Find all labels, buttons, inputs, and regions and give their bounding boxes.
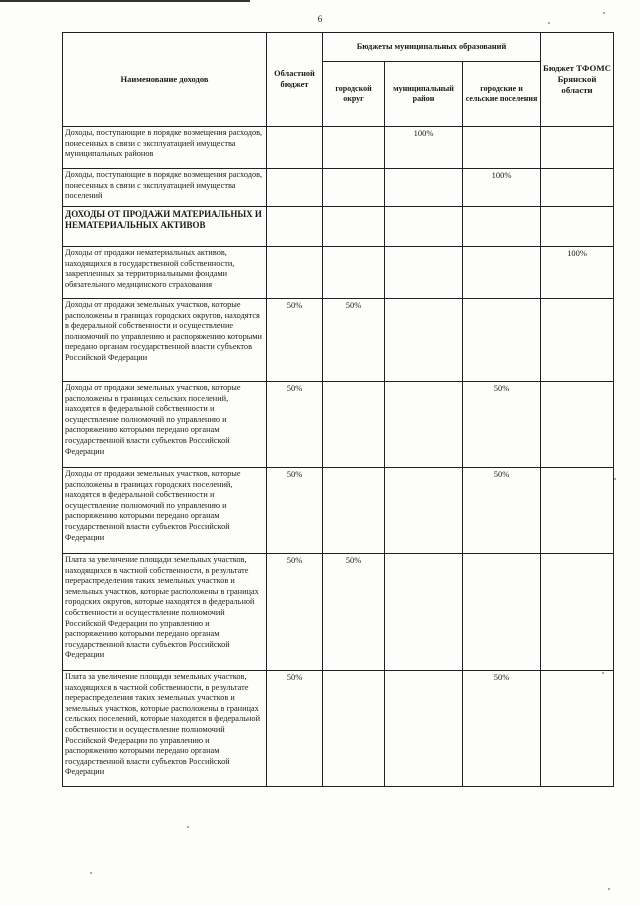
- municipal-district-share-cell: [385, 671, 463, 787]
- revenue-distribution-table: [62, 32, 614, 787]
- municipal-district-share-cell: [385, 169, 463, 207]
- table-body: [63, 127, 614, 787]
- table-row: [63, 247, 614, 299]
- table-row: [63, 554, 614, 671]
- regional-share-cell: 50%: [267, 468, 323, 554]
- income-name-cell: Доходы от продажи нематериальных активов, находящихся в государственной собственности, закрепленных за территориальными фондами обязательного медицинского страхования: [63, 247, 267, 299]
- regional-share-cell: [267, 247, 323, 299]
- table-row: [63, 299, 614, 382]
- scan-speck: [187, 826, 189, 828]
- regional-share-cell: [267, 169, 323, 207]
- table-row: [63, 127, 614, 169]
- income-name-cell: Доходы от продажи земельных участков, которые расположены в границах сельских поселений, находятся в федеральной собственности и осуществление полномочий по управлению и распоряжению которыми передано органам государственной власти субъектов Российской Федерации: [63, 382, 267, 468]
- section-row: [63, 207, 614, 247]
- regional-share-cell: [267, 207, 323, 247]
- settlement-share-cell: [463, 207, 541, 247]
- scan-speck: [614, 478, 616, 480]
- header-municipal-district: муниципальный район: [385, 62, 463, 127]
- tfoms-share-cell: [541, 299, 614, 382]
- settlement-share-cell: 50%: [463, 671, 541, 787]
- table-row: [63, 382, 614, 468]
- page-number: 6: [317, 14, 323, 24]
- header-settlements: городские и сельские поселения: [463, 62, 541, 127]
- income-name-cell: Доходы, поступающие в порядке возмещения расходов, понесенных в связи с эксплуатацией имущества муниципальных районов: [63, 127, 267, 169]
- settlement-share-cell: 100%: [463, 169, 541, 207]
- city-district-share-cell: 50%: [323, 554, 385, 671]
- scan-speck: [90, 872, 92, 874]
- city-district-share-cell: [323, 671, 385, 787]
- scan-speck: [603, 12, 605, 14]
- tfoms-share-cell: [541, 468, 614, 554]
- city-district-share-cell: [323, 207, 385, 247]
- settlement-share-cell: [463, 299, 541, 382]
- header-municipal-budgets: Бюджеты муниципальных образований: [323, 33, 541, 62]
- municipal-district-share-cell: [385, 382, 463, 468]
- settlement-share-cell: 50%: [463, 382, 541, 468]
- tfoms-share-cell: [541, 382, 614, 468]
- income-name-cell: Плата за увеличение площади земельных участков, находящихся в частной собственности, в результате перераспределения таких земельных участков и земельных участков, которые расположены в границах сельских поселений, которые находятся в федеральной собственности и осуществление полномочий Российской Федерации по управлению и распоряжению которыми передано органам государственной власти субъектов Российской Федерации: [63, 671, 267, 787]
- municipal-district-share-cell: [385, 468, 463, 554]
- tfoms-share-cell: [541, 169, 614, 207]
- tfoms-share-cell: [541, 207, 614, 247]
- table-row: [63, 169, 614, 207]
- tfoms-share-cell: [541, 554, 614, 671]
- income-name-cell: Доходы, поступающие в порядке возмещения расходов, понесенных в связи с эксплуатацией имущества поселений: [63, 169, 267, 207]
- city-district-share-cell: [323, 169, 385, 207]
- header-city-district: городской округ: [323, 62, 385, 127]
- income-name-cell: Доходы от продажи земельных участков, которые расположены в границах городских поселений, находятся в федеральной собственности и осуществление полномочий по управлению и распоряжению которыми передано органам государственной власти субъектов Российской Федерации: [63, 468, 267, 554]
- regional-share-cell: 50%: [267, 299, 323, 382]
- regional-share-cell: [267, 127, 323, 169]
- section-title: ДОХОДЫ ОТ ПРОДАЖИ МАТЕРИАЛЬНЫХ И НЕМАТЕРИАЛЬНЫХ АКТИВОВ: [63, 207, 267, 247]
- municipal-district-share-cell: [385, 299, 463, 382]
- settlement-share-cell: 50%: [463, 468, 541, 554]
- municipal-district-share-cell: 100%: [385, 127, 463, 169]
- municipal-district-share-cell: [385, 554, 463, 671]
- city-district-share-cell: 50%: [323, 299, 385, 382]
- scan-speck: [608, 888, 610, 890]
- income-name-cell: Доходы от продажи земельных участков, которые расположены в границах городских округов, находятся в федеральной собственности и осуществление полномочий по управлению и распоряжению которыми передано органам государственной власти субъектов Российской Федерации: [63, 299, 267, 382]
- city-district-share-cell: [323, 127, 385, 169]
- municipal-district-share-cell: [385, 247, 463, 299]
- scan-speck: [548, 22, 550, 24]
- scan-artifact-line: [0, 0, 250, 2]
- tfoms-share-cell: [541, 671, 614, 787]
- table-row: [63, 671, 614, 787]
- regional-share-cell: 50%: [267, 554, 323, 671]
- city-district-share-cell: [323, 382, 385, 468]
- regional-share-cell: 50%: [267, 382, 323, 468]
- settlement-share-cell: [463, 127, 541, 169]
- tfoms-share-cell: 100%: [541, 247, 614, 299]
- regional-share-cell: 50%: [267, 671, 323, 787]
- table-row: [63, 468, 614, 554]
- city-district-share-cell: [323, 468, 385, 554]
- income-name-cell: Плата за увеличение площади земельных участков, находящихся в частной собственности, в результате перераспределения таких земельных участков и земельных участков, которые расположены в границах городских округов, которые находятся в федеральной собственности и осуществление полномочий Российской Федерации по управлению и распоряжению которыми передано органам государственной власти субъектов Российской Федерации: [63, 554, 267, 671]
- header-regional-budget: Областной бюджет: [267, 33, 323, 127]
- settlement-share-cell: [463, 247, 541, 299]
- header-tfoms-budget: Бюджет ТФОМС Брянской области: [541, 33, 614, 127]
- city-district-share-cell: [323, 247, 385, 299]
- header-row-top: [63, 33, 614, 62]
- header-income-name: Наименование доходов: [63, 33, 267, 127]
- tfoms-share-cell: [541, 127, 614, 169]
- settlement-share-cell: [463, 554, 541, 671]
- municipal-district-share-cell: [385, 207, 463, 247]
